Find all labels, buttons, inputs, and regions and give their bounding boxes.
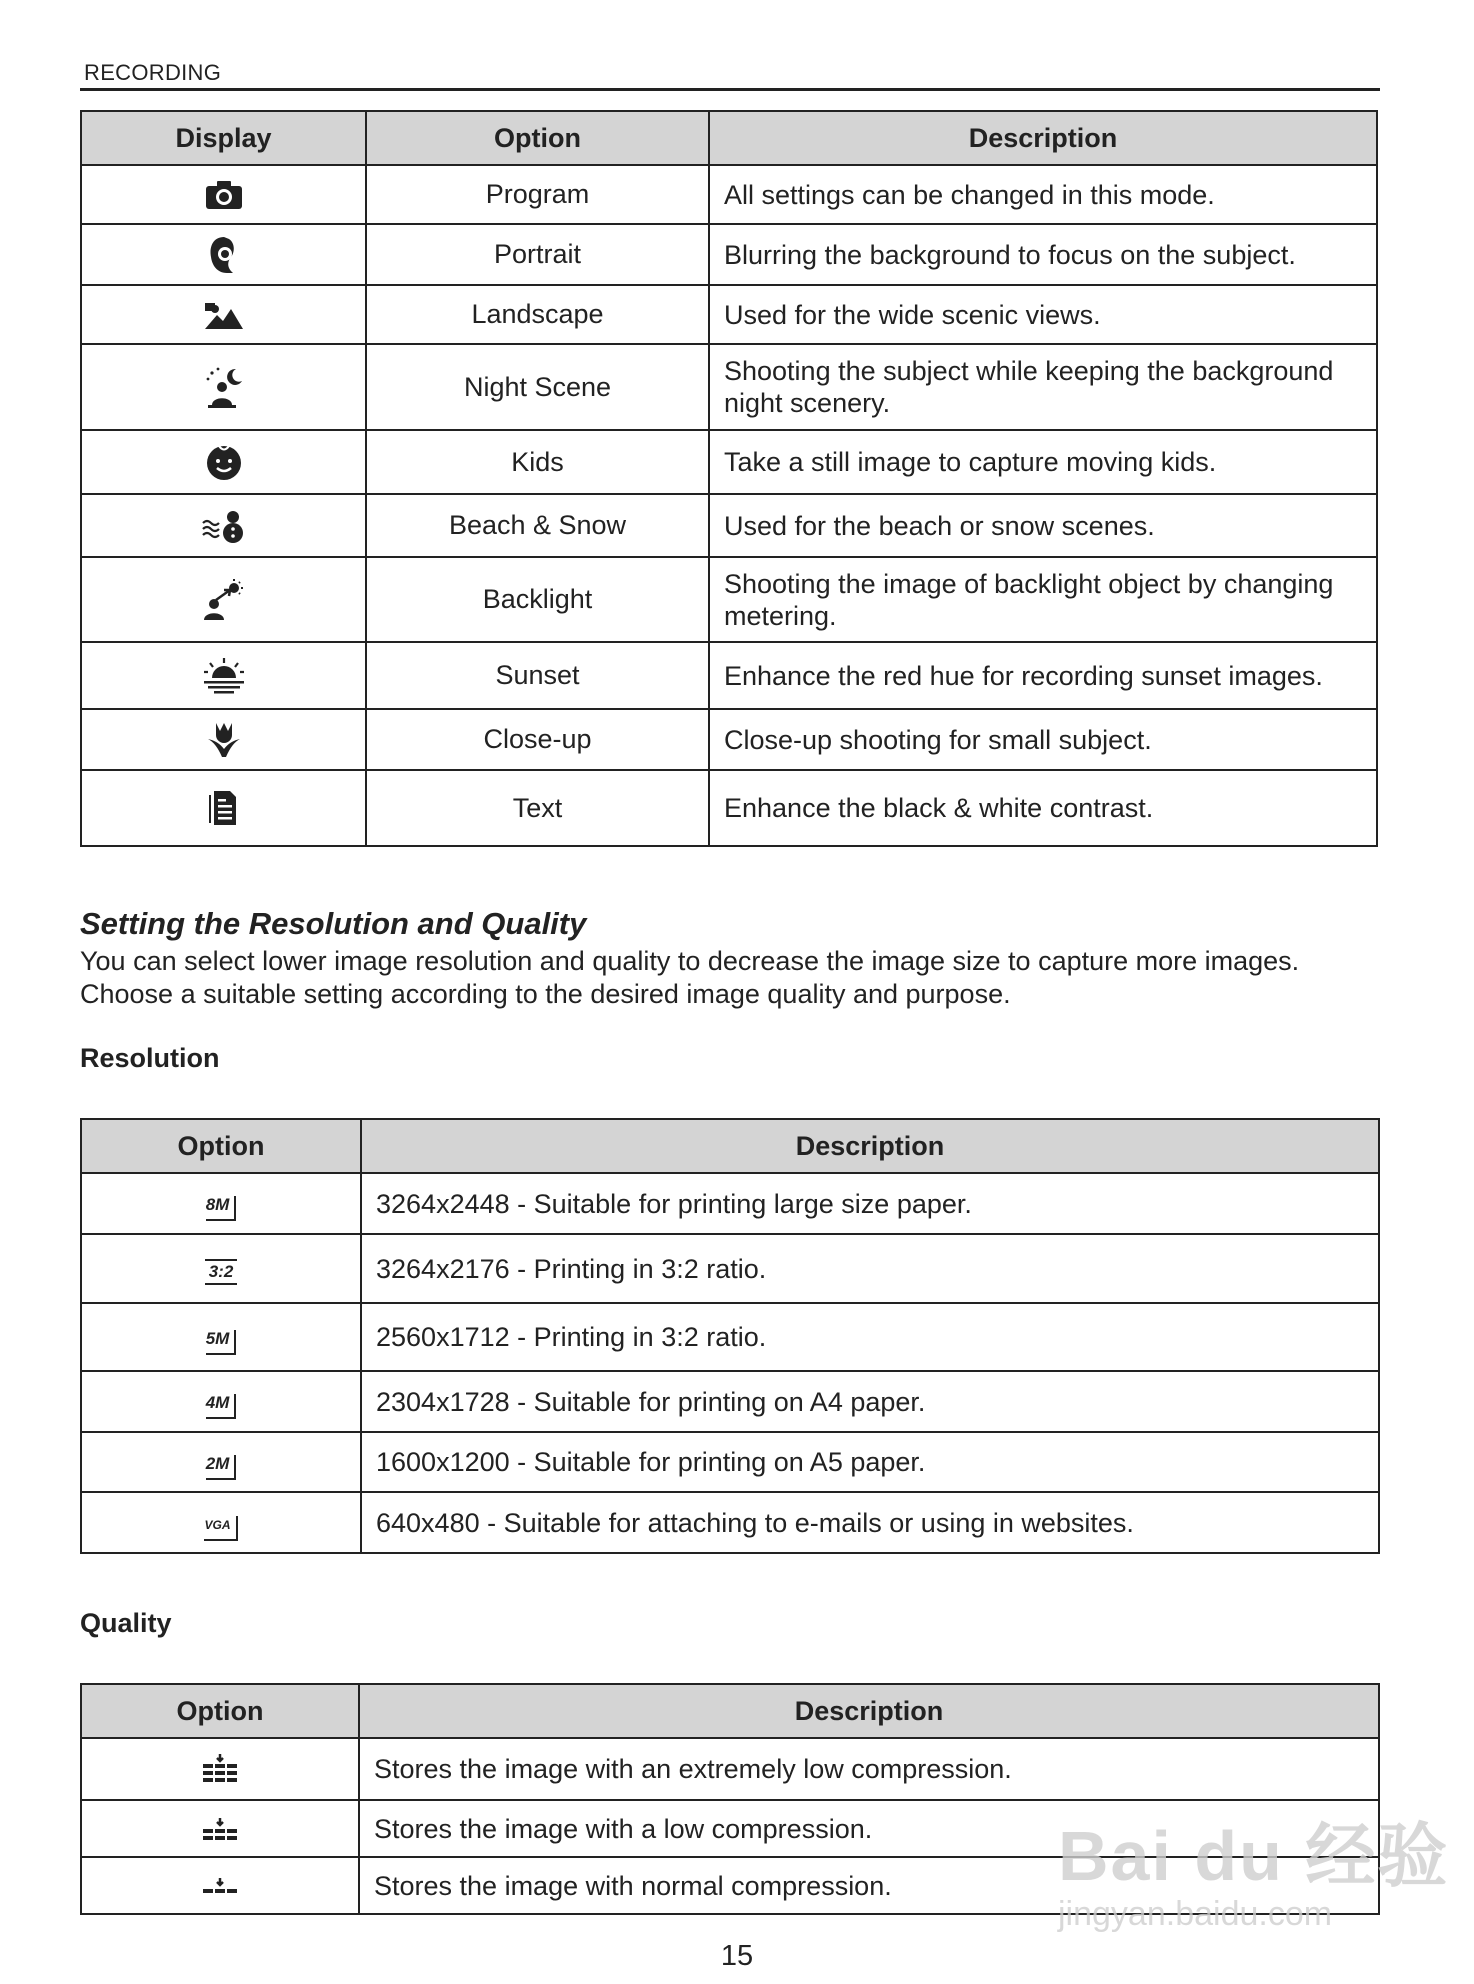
table-row (81, 770, 1377, 846)
option-cell (81, 1432, 361, 1492)
resolution-4m-icon: 4M (206, 1394, 237, 1419)
table-row (81, 1492, 1379, 1553)
display-cell (81, 224, 366, 285)
option-cell (81, 1492, 361, 1553)
table-row (81, 1303, 1379, 1371)
table-row (81, 285, 1377, 344)
camera-icon (204, 179, 244, 211)
option-cell (81, 1234, 361, 1303)
close-up-icon (206, 721, 242, 759)
description-cell: Shooting the subject while keeping the background night scenery. (709, 344, 1377, 430)
section-label: RECORDING (84, 60, 222, 85)
description-cell: 2304x1728 - Suitable for printing on A4 paper. (361, 1371, 1379, 1432)
table-row (81, 642, 1377, 709)
sunset-icon (202, 656, 246, 696)
intro-line: You can select lower image resolution and quality to decrease the image size to capture more images. (80, 946, 1300, 976)
option-cell (81, 1371, 361, 1432)
column-header: Option (81, 1684, 359, 1738)
column-header: Description (361, 1119, 1379, 1173)
description-cell: Blurring the background to focus on the subject. (709, 224, 1377, 285)
column-header: Display (81, 111, 366, 165)
portrait-icon (205, 235, 243, 275)
display-cell (81, 344, 366, 430)
description-cell: Stores the image with normal compression. (359, 1857, 1379, 1914)
table-row (81, 709, 1377, 770)
beach-snow-icon (201, 507, 247, 545)
backlight-icon (202, 578, 246, 622)
night-scene-icon (202, 365, 246, 409)
description-cell: Enhance the black & white contrast. (709, 770, 1377, 846)
section-title: Setting the Resolution and Quality (80, 906, 587, 941)
description-cell: Shooting the image of backlight object by changing metering. (709, 557, 1377, 642)
fine-icon (201, 1817, 239, 1843)
table-row (81, 1234, 1379, 1303)
column-header: Option (366, 111, 709, 165)
description-cell: Take a still image to capture moving kids. (709, 430, 1377, 494)
table-row (81, 165, 1377, 224)
option-cell: Close-up (366, 709, 709, 770)
column-header: Option (81, 1119, 361, 1173)
table-row (81, 224, 1377, 285)
resolution-2m-icon: 2M (206, 1455, 237, 1480)
description-cell: Used for the beach or snow scenes. (709, 494, 1377, 557)
intro-line: Choose a suitable setting according to the desired image quality and purpose. (80, 979, 1011, 1009)
description-cell: Used for the wide scenic views. (709, 285, 1377, 344)
option-cell (81, 1303, 361, 1371)
description-cell: Close-up shooting for small subject. (709, 709, 1377, 770)
page-number: 15 (720, 1940, 754, 1972)
kids-icon (203, 443, 245, 481)
option-cell (81, 1738, 359, 1800)
super-fine-icon (201, 1753, 239, 1785)
description-cell: Stores the image with an extremely low compression. (359, 1738, 1379, 1800)
option-cell: Text (366, 770, 709, 846)
description-cell: 3264x2448 - Suitable for printing large size paper. (361, 1173, 1379, 1234)
display-cell (81, 557, 366, 642)
display-cell (81, 642, 366, 709)
option-cell (81, 1173, 361, 1234)
resolution-table (80, 1118, 1380, 1554)
watermark-url: jingyan.baidu.com (1058, 1895, 1333, 1933)
table-row (81, 1371, 1379, 1432)
option-cell (81, 1857, 359, 1914)
column-header: Description (359, 1684, 1379, 1738)
option-cell: Sunset (366, 642, 709, 709)
resolution-3-2-icon: 3:2 (205, 1259, 238, 1285)
resolution-heading: Resolution (80, 1043, 220, 1073)
option-cell: Backlight (366, 557, 709, 642)
header-rule (80, 88, 1380, 91)
quality-heading: Quality (80, 1608, 172, 1638)
option-cell: Kids (366, 430, 709, 494)
display-cell (81, 165, 366, 224)
description-cell: 2560x1712 - Printing in 3:2 ratio. (361, 1303, 1379, 1371)
option-cell: Night Scene (366, 344, 709, 430)
section-intro (80, 945, 1400, 1011)
table-row (81, 344, 1377, 430)
normal-icon (201, 1877, 239, 1897)
description-cell: 640x480 - Suitable for attaching to e-mails or using in websites. (361, 1492, 1379, 1553)
table-row (81, 430, 1377, 494)
option-cell: Landscape (366, 285, 709, 344)
description-cell: 1600x1200 - Suitable for printing on A5 paper. (361, 1432, 1379, 1492)
option-cell: Portrait (366, 224, 709, 285)
resolution-5m-icon: 5M (206, 1330, 237, 1355)
option-cell: Program (366, 165, 709, 224)
table-row (81, 494, 1377, 557)
table-row (81, 1432, 1379, 1492)
baidu-watermark (1058, 1800, 1449, 1934)
table-header-row (81, 1119, 1379, 1173)
description-cell: All settings can be changed in this mode. (709, 165, 1377, 224)
display-cell (81, 430, 366, 494)
table-row (81, 1738, 1379, 1800)
watermark-logo-text: Bai du 经验 (1058, 1817, 1450, 1895)
description-cell: Enhance the red hue for recording sunset images. (709, 642, 1377, 709)
table-row (81, 1173, 1379, 1234)
landscape-icon (203, 299, 245, 331)
option-cell: Beach & Snow (366, 494, 709, 557)
text-icon (208, 789, 240, 827)
table-header-row (81, 1684, 1379, 1738)
resolution-vga-icon: VGA (204, 1516, 237, 1541)
table-row (81, 557, 1377, 642)
description-cell: Stores the image with a low compression. (359, 1800, 1379, 1857)
column-header: Description (709, 111, 1377, 165)
display-cell (81, 285, 366, 344)
option-cell (81, 1800, 359, 1857)
table-header-row (81, 111, 1377, 165)
scene-modes-table (80, 110, 1378, 847)
display-cell (81, 770, 366, 846)
display-cell (81, 494, 366, 557)
resolution-8m-icon: 8M (206, 1196, 237, 1221)
description-cell: 3264x2176 - Printing in 3:2 ratio. (361, 1234, 1379, 1303)
display-cell (81, 709, 366, 770)
